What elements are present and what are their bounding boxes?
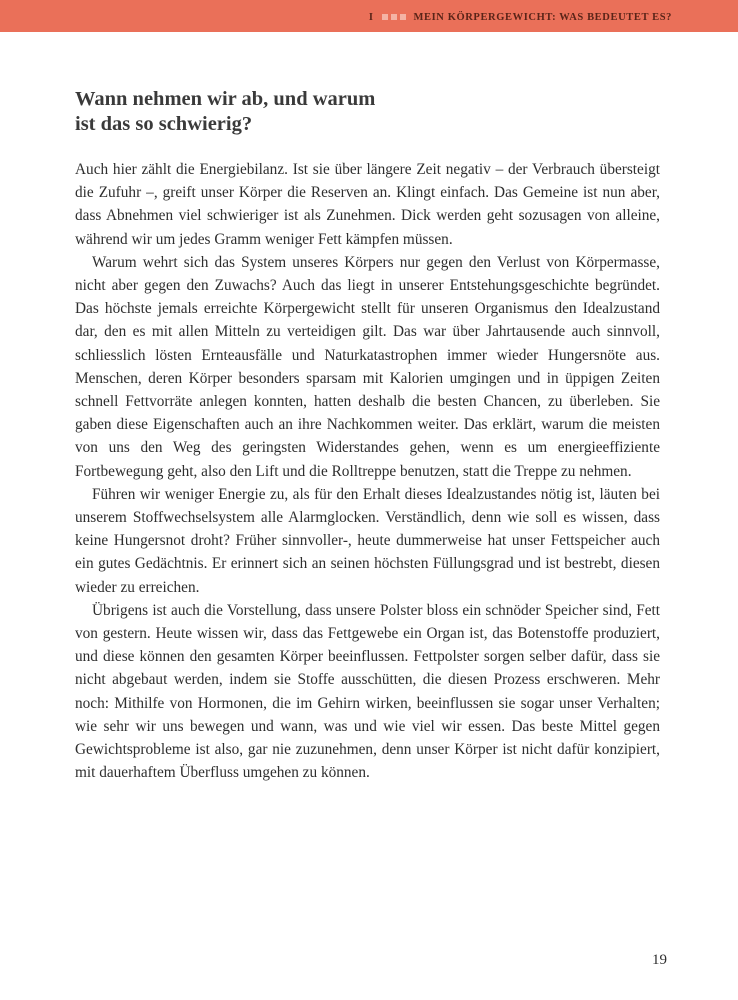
body-text xyxy=(75,158,660,784)
section-heading xyxy=(75,87,495,137)
running-head xyxy=(369,10,672,24)
chapter-title: MEIN KÖRPERGEWICHT: WAS BEDEUTET ES? xyxy=(413,11,672,23)
section-heading-line-1: Wann nehmen wir ab, und warum xyxy=(75,88,376,110)
paragraph-4: Übrigens ist auch die Vorstellung, dass unsere Polster bloss ein schnöder Speicher sind, Fett von gestern. Heute wissen wir, dass das Fettgewebe ein Organ ist, das Botenstoffe produziert, und diese können den gesamten Körper beeinflussen. Fettpolster sorgen selber dafür, dass sie nicht abgebaut werden, indem sie Stoffe ausschütten, die diesen Prozess erschweren. Mehr noch: Mithilfe von Hormonen, die im Gehirn wirken, beeinflussen sie sogar unser Verhalten; wie sehr wir uns bewegen und wann, was und wie viel wir essen. Das beste Mittel gegen Gewichtsprobleme ist also, gar nie zuzunehmen, denn unser Körper ist nicht dafür konzipiert, mit dauerhaftem Überfluss umgehen zu können. xyxy=(75,601,660,782)
square-icon xyxy=(382,14,388,20)
paragraph-1: Auch hier zählt die Energiebilanz. Ist sie über längere Zeit negativ – der Verbrauch übersteigt die Zufuhr –, greift unser Körper die Reserven an. Klingt einfach. Das Gemeine ist nun aber, dass Abnehmen viel schwieriger ist als Zunehmen. Dick werden geht sozusagen von alleine, während wir um jedes Gramm weniger Fett kämpfen müssen. xyxy=(75,161,660,248)
paragraph-2: Warum wehrt sich das System unseres Körpers nur gegen den Verlust von Körpermasse, nicht aber gegen den Zuwachs? Auch das liegt in unserer Entstehungsgeschichte begründet. Das höchste jemals erreichte Körpergewicht stellt für unseren Organismus den Idealzustand dar, den es mit allen Mitteln zu verteidigen gilt. Das war über Jahrtausende auch sinnvoll, schliesslich lösten Ernteausfälle und Naturkatastrophen immer wieder Hungersnöte aus. Menschen, deren Körper besonders sparsam mit Kalorien umgingen und in üppigen Zeiten schnell Fettvorräte anlegen konnten, hatten deshalb die besten Chancen, zu überleben. Sie gaben diese Eigenschaften auch an ihre Nachkommen weiter. Das erklärt, warum die meisten von uns den Weg des geringsten Widerstandes gehen, wenn es um energieeffiziente Fortbewegung geht, also den Lift und die Rolltreppe benutzen, statt die Treppe zu nehmen. xyxy=(75,253,660,480)
chapter-number: I xyxy=(368,11,374,23)
section-heading-line-2: ist das so schwierig? xyxy=(75,113,253,135)
chapter-header-band xyxy=(0,0,738,32)
square-icon xyxy=(391,14,397,20)
paragraph-3: Führen wir weniger Energie zu, als für den Erhalt dieses Idealzustandes nötig ist, läuten bei unserem Stoffwechselsystem alle Alarmglocken. Verständlich, denn wie soll es wissen, dass keine Hungersnot droht? Früher sinnvoller-, heute dummerweise hat unser Fettspeicher auch ein gutes Gedächtnis. Er erinnert sich an seinen höchsten Füllungsgrad und ist bestrebt, diesen wieder zu erreichen. xyxy=(75,485,660,596)
square-icon xyxy=(400,14,406,20)
decorative-squares-icon xyxy=(382,14,406,20)
page-number: 19 xyxy=(652,952,667,968)
